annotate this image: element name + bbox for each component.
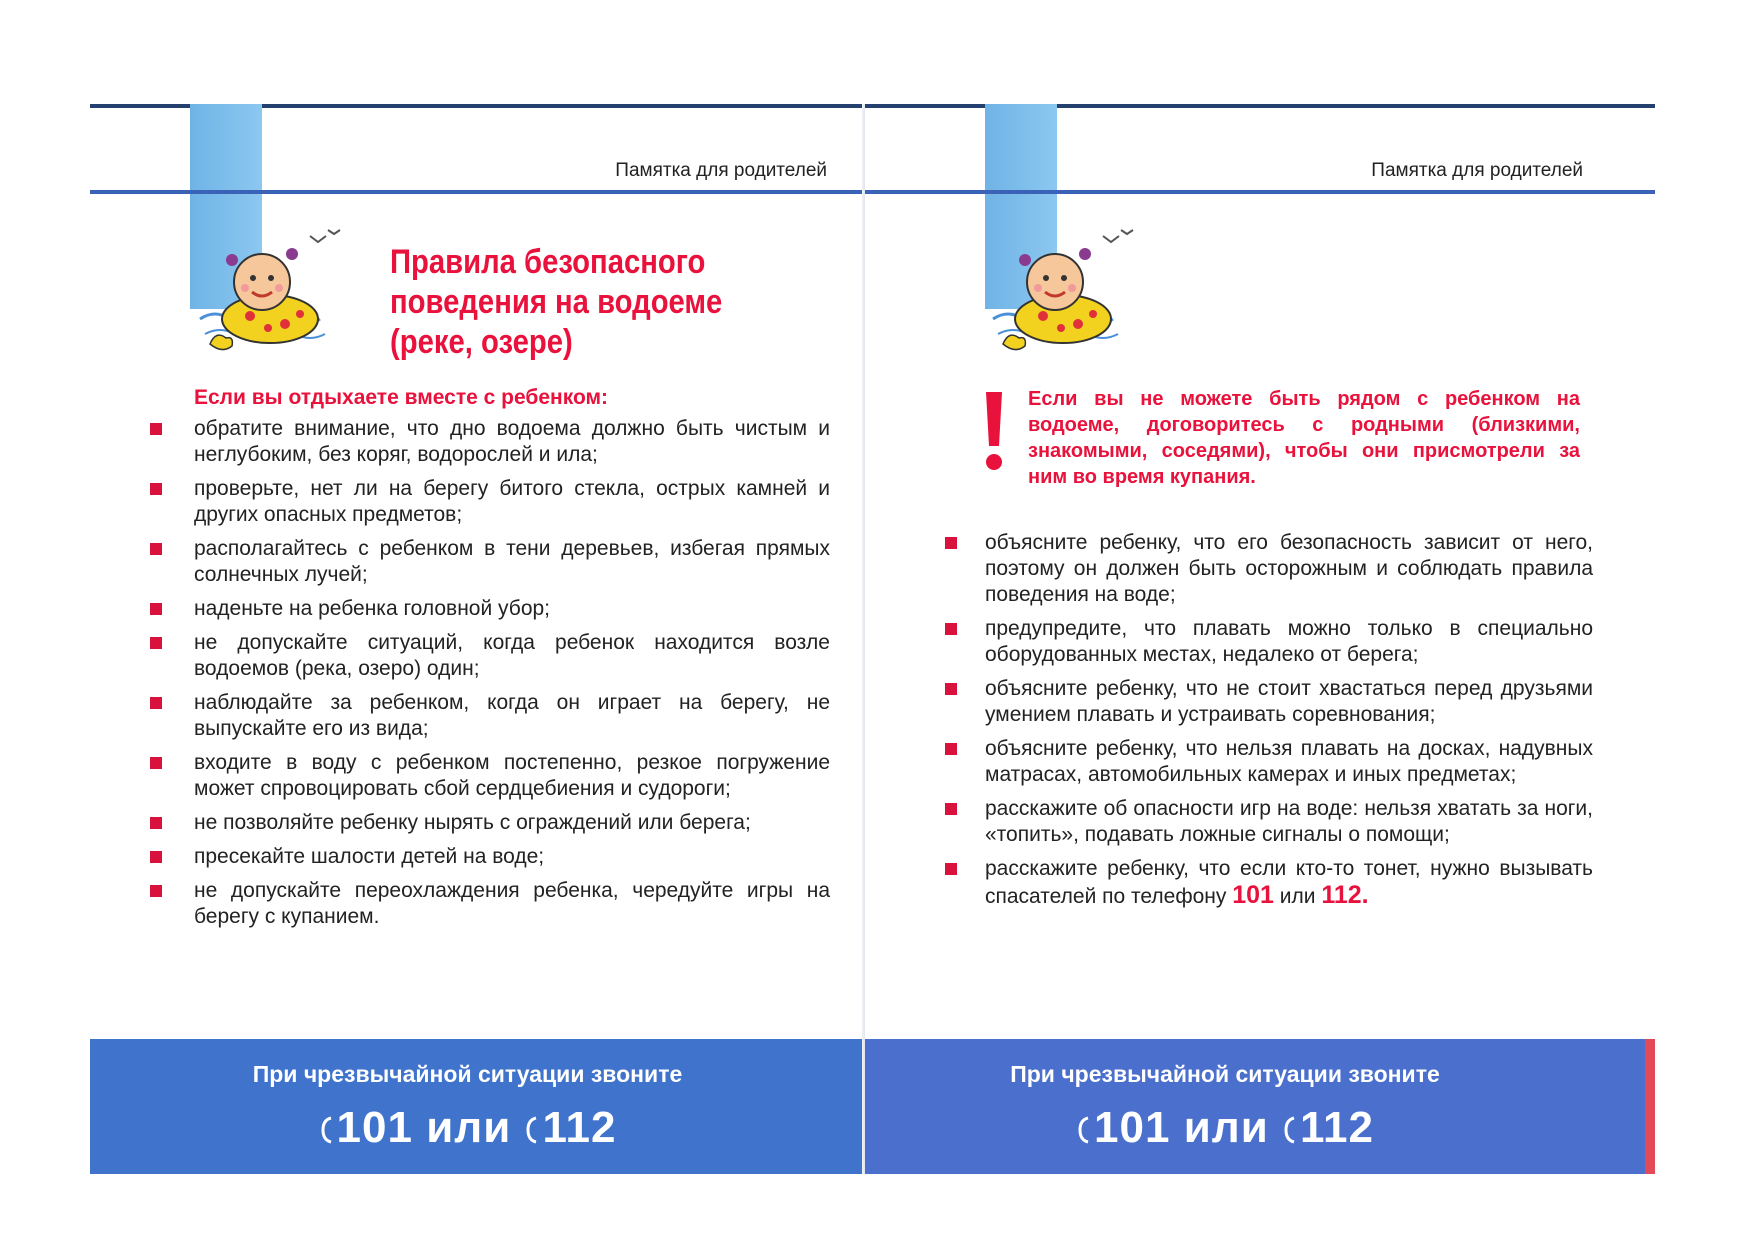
bullet-square-icon [150, 817, 162, 829]
footer-text: При чрезвычайной ситуации звоните [252, 1061, 683, 1087]
left-page [90, 104, 865, 1174]
rules-list [194, 416, 830, 938]
bullet-square-icon [945, 537, 957, 549]
phone-icon [1076, 1116, 1092, 1144]
title-line: Правила безопасного [390, 243, 706, 281]
top-border [865, 104, 1655, 108]
list-item: не допускайте переохлаждения ребенка, чередуйте игры на берегу с купанием. [194, 878, 830, 930]
section-subheading: Если вы отдыхаете вместе с ребенком: [194, 386, 609, 409]
bullet-square-icon [945, 683, 957, 695]
bullet-square-icon [945, 743, 957, 755]
bullet-square-icon [945, 803, 957, 815]
list-item: пресекайте шалости детей на воде; [194, 844, 830, 870]
list-item: объясните ребенку, что его безопасность зависит от него, поэтому он должен быть осторожным и соблюдать правила поведения на воде; [985, 530, 1593, 608]
bullet-square-icon [945, 623, 957, 635]
title-line: поведения на водоеме [390, 283, 723, 321]
header-rule [90, 190, 865, 194]
phone-number: 101 [1232, 881, 1274, 909]
list-item: располагайтесь с ребенком в тени деревьев, избегая прямых солнечных лучей; [194, 536, 830, 588]
phone-number: 112 [1299, 1103, 1374, 1152]
list-item: обратите внимание, что дно водоема должно быть чистым и неглубоким, без коряг, водорослей и ила; [194, 416, 830, 468]
list-item: проверьте, нет ли на берегу битого стекла, острых камней и других опасных предметов; [194, 476, 830, 528]
bullet-square-icon [150, 885, 162, 897]
list-item: расскажите ребенку, что если кто-то тонет, нужно вызывать спасателей по телефону 101 или 112. [985, 856, 1593, 910]
list-item: объясните ребенку, что не стоит хвастаться перед друзьями умением плавать и устраивать соревнования; [985, 676, 1593, 728]
warning-text: Если вы не можете быть рядом с ребенком на водоеме, договоритесь с родными (близкими, знакомыми, соседями), чтобы они присмотрели за ним во время купания. [1028, 388, 1580, 488]
bullet-square-icon [150, 423, 162, 435]
bullet-square-icon [150, 697, 162, 709]
list-item: не допускайте ситуаций, когда ребенок находится возле водоемов (река, озеро) один; [194, 630, 830, 682]
warning-block [980, 386, 1580, 490]
bullet-square-icon [150, 851, 162, 863]
running-header: Памятка для родителей [1371, 160, 1583, 181]
phone-icon [319, 1116, 335, 1144]
right-page [865, 104, 1655, 1174]
phone-icon [524, 1116, 540, 1144]
phone-number: 112. [1321, 881, 1369, 909]
footer-text: При чрезвычайной ситуации звоните [1010, 1061, 1440, 1087]
rules-list [985, 530, 1593, 918]
exclamation-icon [980, 390, 1008, 472]
emergency-footer [865, 1039, 1655, 1174]
phone-number: 101 [1094, 1103, 1171, 1152]
bullet-square-icon [945, 863, 957, 875]
bullet-square-icon [150, 603, 162, 615]
list-item: предупредите, что плавать можно только в специально оборудованных местах, недалеко от берега; [985, 616, 1593, 668]
bullet-square-icon [150, 637, 162, 649]
page-title [390, 242, 722, 362]
child-swim-ring-icon [983, 224, 1143, 364]
list-item: наблюдайте за ребенком, когда он играет на берегу, не выпускайте его из вида; [194, 690, 830, 742]
list-item: объясните ребенку, что нельзя плавать на досках, надувных матрасах, автомобильных камерах и иных предметах; [985, 736, 1593, 788]
bullet-square-icon [150, 757, 162, 769]
phone-number: 101 [336, 1103, 413, 1152]
phone-number: 112 [542, 1103, 617, 1152]
list-item: наденьте на ребенка головной убор; [194, 596, 830, 622]
bullet-square-icon [150, 483, 162, 495]
phone-icon [1282, 1116, 1298, 1144]
footer-phones: 101 или 112 [90, 1103, 845, 1153]
running-header: Памятка для родителей [615, 160, 827, 181]
footer-phones: 101 или 112 [865, 1103, 1585, 1153]
title-line: (реке, озере) [390, 323, 573, 361]
list-item: входите в воду с ребенком постепенно, резкое погружение может спровоцировать сбой сердцебиения и судороги; [194, 750, 830, 802]
list-item: не позволяйте ребенку нырять с ограждений или берега; [194, 810, 830, 836]
child-swim-ring-icon [190, 224, 350, 364]
header-rule [865, 190, 1655, 194]
list-item: расскажите об опасности игр на воде: нельзя хватать за ноги, «топить», подавать ложные сигналы о помощи; [985, 796, 1593, 848]
bullet-square-icon [150, 543, 162, 555]
emergency-footer [90, 1039, 865, 1174]
